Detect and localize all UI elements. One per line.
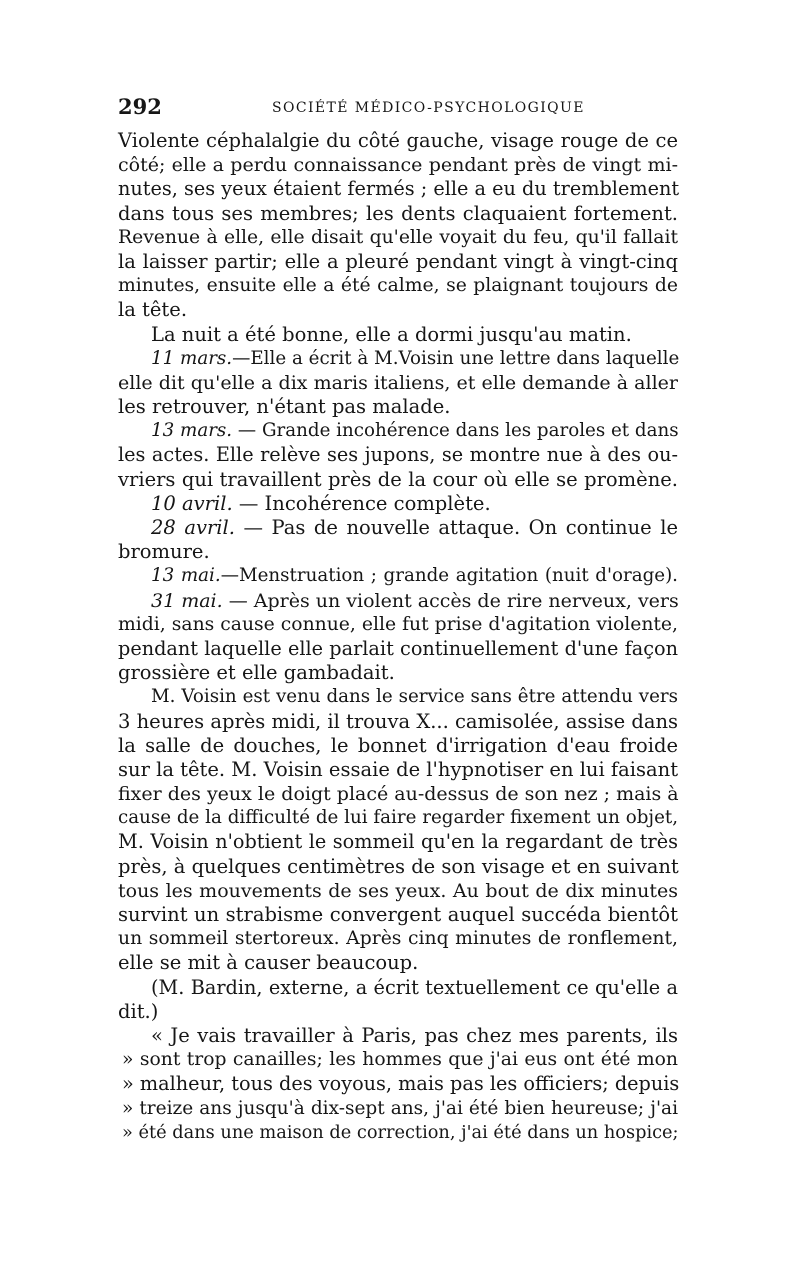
quote-line: « Je vais travailler à Paris, pas chez mes parents, ils: [151, 1023, 678, 1047]
text-line: dans tous ses membres; les dents claquaient fortement.: [118, 201, 678, 225]
text-line: les actes. Elle relève ses jupons, se montre nue à des ou-: [118, 443, 678, 467]
body-text: [118, 129, 678, 1145]
entry-date: 11 mars.: [151, 347, 233, 369]
text-line: Revenue à elle, elle disait qu'elle voyait du feu, qu'il fallait: [118, 226, 678, 248]
entry-date: 13 mai.: [151, 565, 221, 587]
text-line: tous les mouvements de ses yeux. Au bout de dix minutes: [118, 879, 678, 902]
text-line: sur la tête. M. Voisin essaie de l'hypnotiser en lui faisant: [118, 757, 679, 781]
text-line: la laisser partir; elle a pleuré pendant vingt à vingt-cinq: [118, 249, 678, 273]
dated-entry-line: 10 avril. — Incohérence complète.: [151, 491, 491, 515]
text-line: bromure.: [118, 540, 210, 564]
dated-entry-line: 28 avril. — Pas de nouvelle attaque. On continue le: [151, 516, 678, 539]
text-line: M. Voisin est venu dans le service sans être attendu vers: [151, 686, 678, 708]
text-line: survint un strabisme convergent auquel succéda bientôt: [118, 903, 678, 926]
text-line: la tête.: [118, 298, 188, 322]
text-line: Violente céphalalgie du côté gauche, visage rouge de ce: [118, 129, 678, 152]
entry-date: 31 mai.: [151, 589, 223, 612]
entry-date: 13 mars.: [151, 420, 233, 442]
dated-entry-line: 13 mai.—Menstruation ; grande agitation (nuit d'orage).: [151, 565, 678, 587]
text-line: fixer des yeux le doigt placé au-dessus de son nez ; mais à: [118, 783, 679, 806]
text-line: nutes, ses yeux étaient fermés ; elle a eu du tremblement: [118, 177, 680, 201]
quote-line: » sont trop canailles; les hommes que j'ai eus ont été mon: [122, 1049, 678, 1071]
entry-date: 10 avril.: [151, 491, 233, 515]
text-line: la salle de douches, le bonnet d'irrigation d'eau froide: [118, 733, 678, 757]
running-head: SOCIÉTÉ MÉDICO-PSYCHOLOGIQUE: [272, 100, 585, 116]
text-line: les retrouver, n'étant pas malade.: [118, 395, 451, 419]
page-header: [118, 94, 678, 124]
text-line: grossière et elle gambadait.: [118, 661, 395, 685]
text-line: M. Voisin n'obtient le sommeil qu'en la regardant de très: [118, 830, 678, 854]
text-line: cause de la difficulté de lui faire regarder fixement un objet,: [118, 807, 678, 829]
text-line: elle se mit à causer beaucoup.: [118, 951, 419, 975]
entry-date: 28 avril.: [151, 516, 235, 539]
text-line: (M. Bardin, externe, a écrit textuellement ce qu'elle a: [151, 975, 678, 999]
text-line: pendant laquelle elle parlait continuellement d'une façon: [118, 636, 678, 660]
dated-entry-line: 11 mars.—Elle a écrit à M.Voisin une lettre dans laquelle: [151, 347, 680, 369]
dated-entry-line: 13 mars. — Grande incohérence dans les paroles et dans: [151, 420, 679, 442]
text-line: dit.): [118, 999, 159, 1023]
text-line: elle dit qu'elle a dix maris italiens, et elle demande à aller: [118, 371, 678, 394]
text-line: minutes, ensuite elle a été calme, se plaignant toujours de: [118, 275, 678, 297]
text-line: côté; elle a perdu connaissance pendant près de vingt mi-: [118, 154, 678, 177]
quote-line: » treize ans jusqu'à dix-sept ans, j'ai été bien heureuse; j'ai: [122, 1097, 678, 1119]
text-line: un sommeil stertoreux. Après cinq minutes de ronflement,: [118, 928, 678, 950]
text-line: vriers qui travaillent près de la cour où elle se promène.: [118, 467, 678, 491]
quote-line: » malheur, tous des voyous, mais pas les officiers; depuis: [122, 1072, 680, 1096]
text-line: près, à quelques centimètres de son visage et en suivant: [118, 854, 679, 878]
page-number: 292: [118, 94, 162, 119]
text-line: 3 heures après midi, il trouva X... camisolée, assise dans: [118, 709, 679, 733]
dated-entry-line: 31 mai. — Après un violent accès de rire nerveux, vers: [151, 589, 679, 612]
quote-line: » été dans une maison de correction, j'ai été dans un hospice;: [122, 1122, 679, 1143]
text-line: La nuit a été bonne, elle a dormi jusqu'au matin.: [151, 322, 632, 346]
text-line: midi, sans cause connue, elle fut prise d'agitation violente,: [118, 613, 678, 635]
